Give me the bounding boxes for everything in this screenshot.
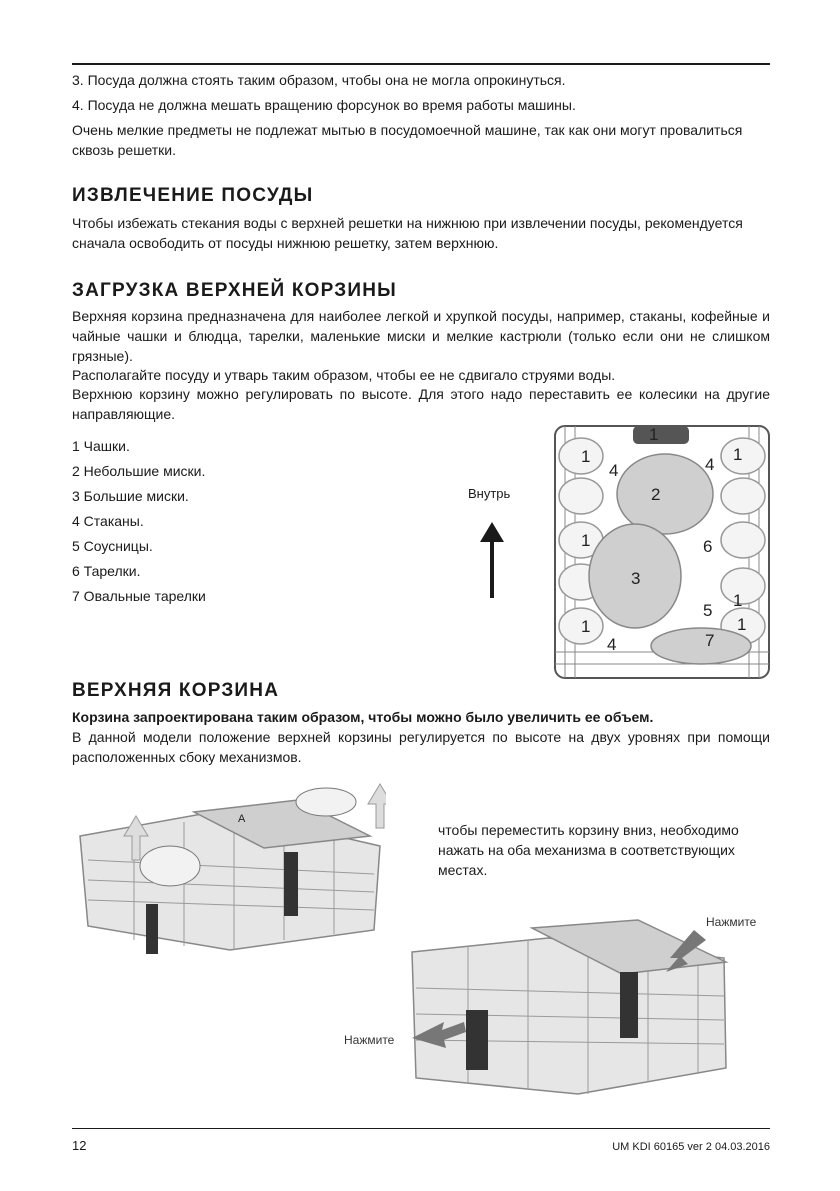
upper-basket-heading: ВЕРХНЯЯ КОРЗИНА xyxy=(72,680,280,701)
diagram-number: 1 xyxy=(733,445,743,464)
direction-label: Внутрь xyxy=(468,486,511,501)
upper-basket-loading-diagram xyxy=(553,422,771,688)
legend-item: 5 Соусницы. xyxy=(72,538,153,554)
page-number: 12 xyxy=(72,1138,87,1153)
diagram-number: 1 xyxy=(581,531,591,550)
upper-loading-paragraph-1: Верхняя корзина предназначена для наиболее легкой и хрупкой посуды, например, стаканы, кофейные и чайные чашки и блюдца, тарелки, маленькие миски и мелкие кастрюли (только если они не слишком грязные). xyxy=(72,308,770,364)
bottom-rule xyxy=(72,1128,770,1129)
removing-heading: ИЗВЛЕЧЕНИЕ ПОСУДЫ xyxy=(72,185,314,206)
diagram-number: 1 xyxy=(737,615,747,634)
up-arrow-icon xyxy=(480,522,504,598)
small-items-note: Очень мелкие предметы не подлежат мытью в посудомоечной машине, так как они могут провалиться сквозь решетки. xyxy=(72,122,743,158)
legend-item: 6 Тарелки. xyxy=(72,563,141,579)
removing-text: Чтобы избежать стекания воды с верхней решетки на нижнюю при извлечении посуды, рекомендуется сначала освободить от посуды нижнюю решетку, затем верхнюю. xyxy=(72,215,743,251)
dish-legend xyxy=(72,436,206,611)
legend-item: 4 Стаканы. xyxy=(72,513,144,529)
instruction-item-4: 4. Посуда не должна мешать вращению форсунок во время работы машины. xyxy=(72,97,576,113)
diagram-number: 1 xyxy=(581,447,591,466)
diagram-number: 7 xyxy=(705,631,715,650)
upper-loading-heading: ЗАГРУЗКА ВЕРХНЕЙ КОРЗИНЫ xyxy=(72,280,397,301)
legend-item: 7 Овальные тарелки xyxy=(72,588,206,604)
legend-item: 2 Небольшие миски. xyxy=(72,463,206,479)
basket-raise-illustration xyxy=(74,780,386,970)
diagram-number: 3 xyxy=(631,569,641,588)
diagram-number: 6 xyxy=(703,537,713,556)
diagram-number: 4 xyxy=(705,455,715,474)
press-label-right: Нажмите xyxy=(706,915,757,929)
upper-basket-bold-line: Корзина запроектирована таким образом, чтобы можно было увеличить ее объем. xyxy=(72,709,654,725)
marker-a: A xyxy=(238,813,246,825)
basket-lower-illustration xyxy=(408,918,738,1116)
instruction-item-3: 3. Посуда должна стоять таким образом, чтобы она не могла опрокинуться. xyxy=(72,72,566,88)
diagram-number: 1 xyxy=(733,591,743,610)
diagram-number: 2 xyxy=(651,485,661,504)
upper-loading-paragraph-2: Располагайте посуду и утварь таким образом, чтобы ее не сдвигало струями воды. xyxy=(72,367,616,383)
legend-item: 1 Чашки. xyxy=(72,438,130,454)
diagram-number: 1 xyxy=(649,425,659,444)
press-label-left: Нажмите xyxy=(344,1033,395,1047)
top-rule xyxy=(72,63,770,65)
move-down-text: чтобы переместить корзину вниз, необходимо нажать на оба механизма в соответствующих местах. xyxy=(438,822,739,878)
document-id: UM KDI 60165 ver 2 04.03.2016 xyxy=(612,1141,770,1153)
diagram-number: 4 xyxy=(607,635,617,654)
upper-loading-paragraph-3: Верхнюю корзину можно регулировать по высоте. Для этого надо переставить ее колесики на другие направляющие. xyxy=(72,386,770,422)
diagram-number: 4 xyxy=(609,461,619,480)
legend-item: 3 Большие миски. xyxy=(72,488,189,504)
diagram-number: 5 xyxy=(703,601,713,620)
upper-basket-text: В данной модели положение верхней корзины регулируется по высоте на двух уровнях при помощи расположенных сбоку механизмов. xyxy=(72,729,770,765)
diagram-number: 1 xyxy=(581,617,591,636)
